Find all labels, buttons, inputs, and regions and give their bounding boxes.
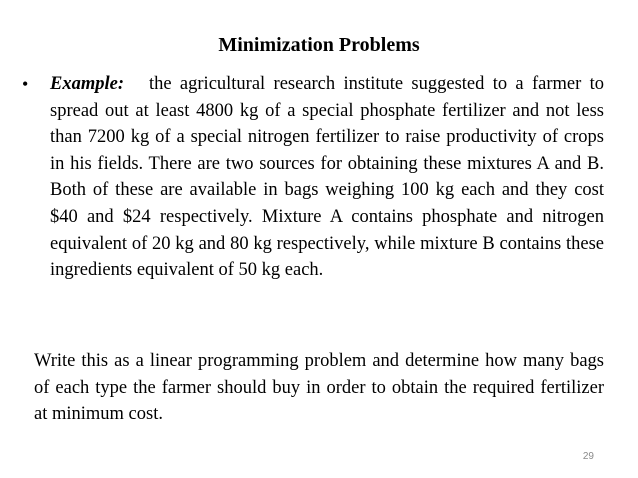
slide-title: Minimization Problems [218, 34, 420, 56]
page-number: 29 [582, 451, 594, 462]
example-label: Example: [50, 74, 124, 94]
instruction-paragraph: Write this as a linear programming problem and determine how many bags of each type the farmer should buy in order to obtain the required fertilizer at minimum cost. [34, 351, 604, 425]
bullet-body [50, 71, 604, 284]
bullet-icon: • [22, 74, 29, 94]
example-text: the agricultural research institute suggested to a farmer to spread out at least 4800 kg of a special phosphate fertilizer and not less than 7200 kg of a special nitrogen fertilizer to raise productivity of crops in his fields. There are two sources for obtaining these mixtures A and B. Both of these are available in bags weighing 100 kg each and they cost $40 and $24 respectively. Mixture A contains phosphate and nitrogen equivalent of 20 kg and 80 kg respectively, while mixture B contains these ingredients equivalent of 50 kg each. [50, 74, 604, 281]
example-bullet [22, 71, 604, 284]
